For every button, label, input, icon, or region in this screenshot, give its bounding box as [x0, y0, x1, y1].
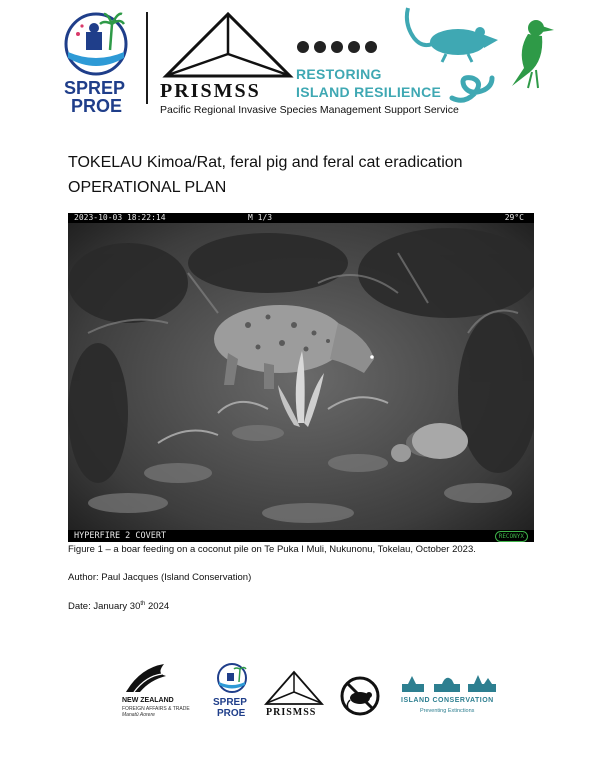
stamp-datetime: 2023-10-03 18:22:14 [74, 213, 166, 222]
restoring-line1: RESTORING [296, 66, 382, 82]
author-line: Author: Paul Jacques (Island Conservation) [68, 572, 252, 583]
date-suffix: th [140, 601, 146, 607]
photo-stamp-top [68, 213, 534, 223]
sprep-footer-line1: SPREP [213, 697, 247, 708]
stamp-camera: HYPERFIRE 2 COVERT [74, 531, 167, 541]
document-subtitle: OPERATIONAL PLAN [68, 179, 227, 196]
document-title: TOKELAU Kimoa/Rat, feral pig and feral cat eradication [68, 154, 463, 171]
rat-icon [402, 4, 502, 69]
sprep-logo [60, 8, 138, 118]
stamp-temp: 29°C [504, 213, 524, 222]
date-year: 2024 [145, 601, 170, 613]
invasive-icons-row [296, 40, 380, 59]
stamp-brand: RECONYX [495, 531, 528, 542]
nz-line1: NEW ZEALAND [122, 697, 174, 704]
figure-caption: Figure 1 – a boar feeding on a coconut pile on Te Puka I Muli, Nukunonu, Tokelau, October 2023. [68, 544, 476, 555]
prismss-footer-name: PRISMSS [266, 707, 317, 718]
bird-icon [506, 16, 558, 97]
sprep-line1: SPREP [64, 78, 126, 98]
date-line [68, 601, 169, 612]
nz-line3: Manatū Aorere [122, 712, 155, 718]
nz-line2: FOREIGN AFFAIRS & TRADE [122, 706, 190, 712]
island-conservation-tagline: Preventing Extinctions [420, 708, 475, 714]
trail-camera-photo [68, 213, 534, 542]
stamp-mode: M 1/3 [248, 213, 273, 222]
snake-icon [448, 70, 496, 111]
header-divider [146, 12, 148, 104]
no-rat-icon [340, 676, 380, 716]
sprep-line2: PROE [71, 96, 123, 116]
sprep-footer-logo [212, 662, 252, 720]
island-conservation-name: ISLAND CONSERVATION [401, 697, 494, 704]
prismss-name: PRISMSS [160, 80, 261, 102]
date-prefix: Date: January 30 [68, 601, 141, 613]
sprep-footer-line2: PROE [217, 708, 246, 719]
photo-stamp-bottom [68, 530, 534, 542]
restoring-line2: ISLAND RESILIENCE [296, 84, 442, 100]
prismss-tagline: Pacific Regional Invasive Species Management Support Service [160, 104, 459, 116]
